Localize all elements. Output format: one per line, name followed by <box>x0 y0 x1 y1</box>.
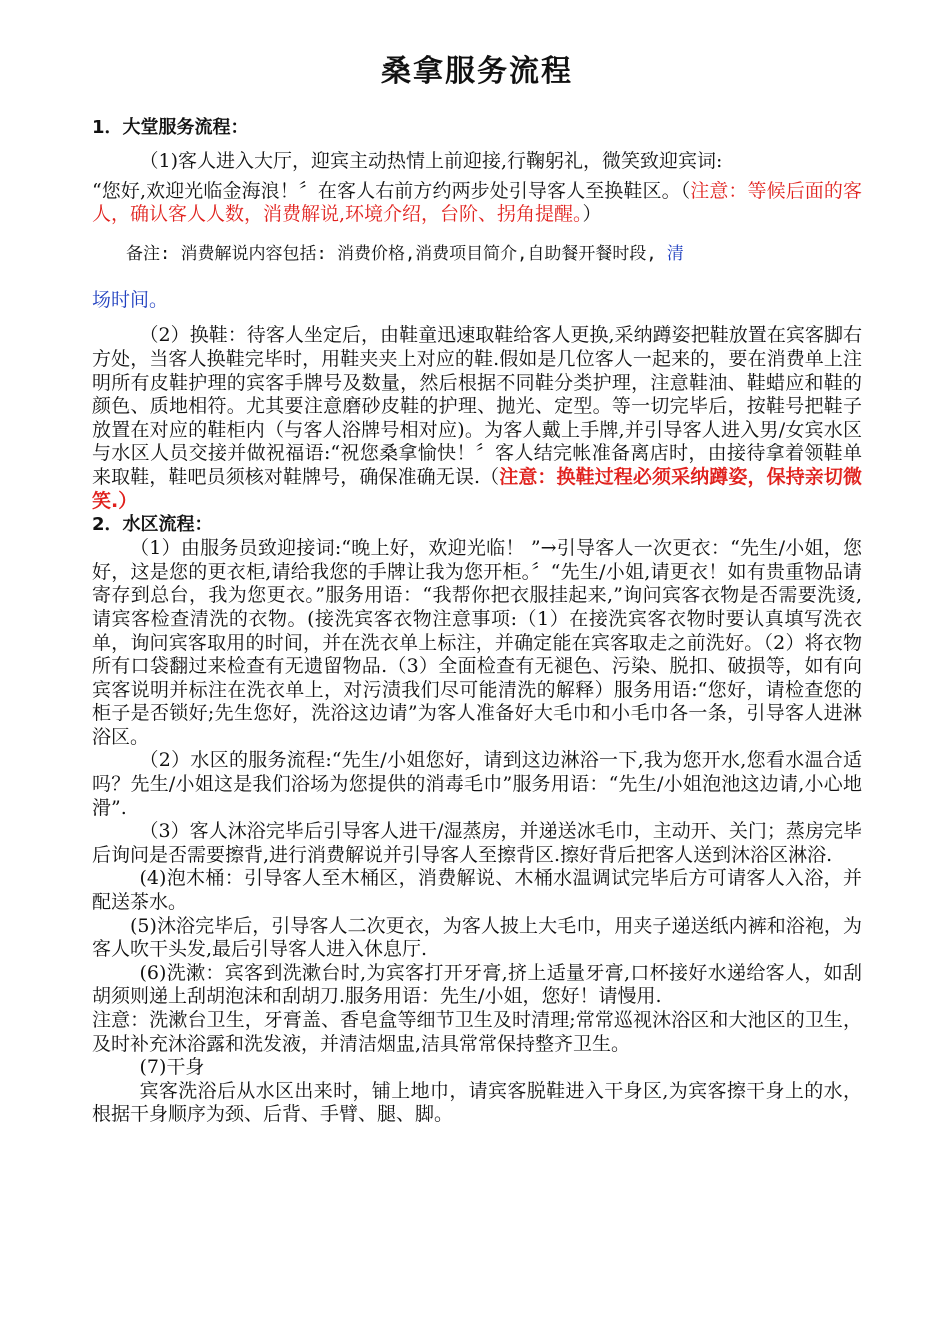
section-heading-water: 2．水区流程： <box>92 514 213 536</box>
shoe-change-note: 注意：换鞋过程必须采纳蹲姿，保持亲切微笑.） <box>92 465 862 512</box>
water-step-5: (5)沐浴完毕后，引导客人二次更衣，为客人披上大毛巾，用夹子递送纸内裤和浴袍，为客人吹干头发,最后引导客人进入休息厅. <box>92 914 862 961</box>
water-step-7-title: (7)干身 <box>139 1056 205 1079</box>
lobby-greeting-note: 注意：等候后面的客人，确认客人人数，消费解说,环境介绍，台阶、拐角提醒。 <box>92 179 862 226</box>
shoe-change-text: （2）换鞋：待客人坐定后，由鞋童迅速取鞋给客人更换,采纳蹲姿把鞋放置在宾客脚右方处，当客人换鞋完毕时，用鞋夹夹上对应的鞋.假如是几位客人一起来的，要在消费单上注明所有皮鞋护理的宾客手牌号及数量，然后根据不同鞋分类护理，注意鞋油、鞋蜡应和鞋的颜色、质地相符。尤其要注意磨砂皮鞋的护理、抛光、定型。等一切完毕后，按鞋号把鞋子放置在对应的鞋柜内（与客人浴牌号相对应)。为客人戴上手牌,并引导客人进入男/女宾水区与水区人员交接并做祝福语:“祝您桑拿愉快！〞客人结完帐准备离店时，由接待拿着领鞋单来取鞋，鞋吧员须核对鞋牌号，确保准确无误.（ <box>92 324 862 488</box>
water-step-3: （3）客人沐浴完毕后引导客人进干/湿蒸房，并递送冰毛巾，主动开、关门；蒸房完毕后询问是否需要擦背,进行消费解说并引导客人至擦背区.擦好背后把客人送到沐浴区淋浴. <box>92 820 862 866</box>
page-title: 桑拿服务流程 <box>381 54 573 89</box>
water-step-6: (6)洗漱：宾客到洗漱台时,为宾客打开牙膏,挤上适量牙膏,口杯接好水递给客人，如刮胡须则递上刮胡泡沫和刮胡刀.服务用语：先生/小姐，您好！请慢用. <box>92 961 862 1008</box>
water-step-1: （1）由服务员致迎接词:“晚上好，欢迎光临！ ”→引导客人一次更衣：“先生/小姐，您好，这是您的更衣柜,请给我您的手牌让我为您开柜。〞“先生/小姐,请更衣！如有贵重物品请寄存到总台，我为您更衣。”服务用语：“我帮你把衣服挂起来,”询问宾客衣物是否需要洗烫,请宾客检查清洗的衣物。(接洗宾客衣物注意事项:（1）在接洗宾客衣物时要认真填写洗衣单，询问宾客取用的时间，并在洗衣单上标注，并确定能在宾客取走之前洗好。（2）将衣物所有口袋翻过来检查有无遗留物品.（3）全面检查有无褪色、污染、脱扣、破损等，如有向宾客说明并标注在洗衣单上，对污渍我们尽可能清洗的解释）服务用语:“您好，请检查您的柜子是否锁好;先生您好，洗浴这边请”为客人准备好大毛巾和小毛巾各一条，引导客人进淋浴区。 <box>92 537 862 748</box>
lobby-remark-text: 备注: 消费解说内容包括: 消费价格,消费项目简介,自助餐开餐时段, <box>126 243 657 264</box>
water-step-4: (4)泡木桶：引导客人至木桶区，消费解说、木桶水温调试完毕后方可请客人入浴，并配送茶水。 <box>92 867 862 914</box>
section-heading-lobby: 1．大堂服务流程： <box>92 117 249 138</box>
lobby-remark-cont: 场时间。 <box>92 288 169 311</box>
lobby-greeting-text: “您好,欢迎光临金海浪！〞在客人右前方约两步处引导客人至换鞋区。（ <box>92 179 691 202</box>
lobby-greeting <box>92 180 862 227</box>
document-page <box>92 52 862 1127</box>
lobby-remark-blue: 清 <box>666 243 684 264</box>
water-step-2: （2）水区的服务流程:“先生/小姐您好，请到这边淋浴一下,我为您开水,您看水温合适吗？先生/小姐这是我们浴场为您提供的消毒毛巾”服务用语：“先生/小姐泡池这边请,小心地滑”. <box>92 749 862 819</box>
lobby-step-2 <box>92 324 862 513</box>
lobby-greeting-end: ） <box>582 203 602 226</box>
lobby-step-1: （1)客人进入大厅，迎宾主动热情上前迎接,行鞠躬礼，微笑致迎宾词: <box>139 150 723 172</box>
lobby-remark <box>92 241 862 267</box>
water-note: 注意：洗漱台卫生，牙膏盖、香皂盒等细节卫生及时清理;常常巡视沐浴区和大池区的卫生，及时补充沐浴露和洗发液，并清洁烟盅,洁具常常保持整齐卫生。 <box>92 1009 862 1055</box>
water-step-7: 宾客洗浴后从水区出来时，铺上地巾，请宾客脱鞋进入干身区,为宾客擦干身上的水，根据干身顺序为颈、后背、手臂、腿、脚。 <box>92 1079 862 1126</box>
